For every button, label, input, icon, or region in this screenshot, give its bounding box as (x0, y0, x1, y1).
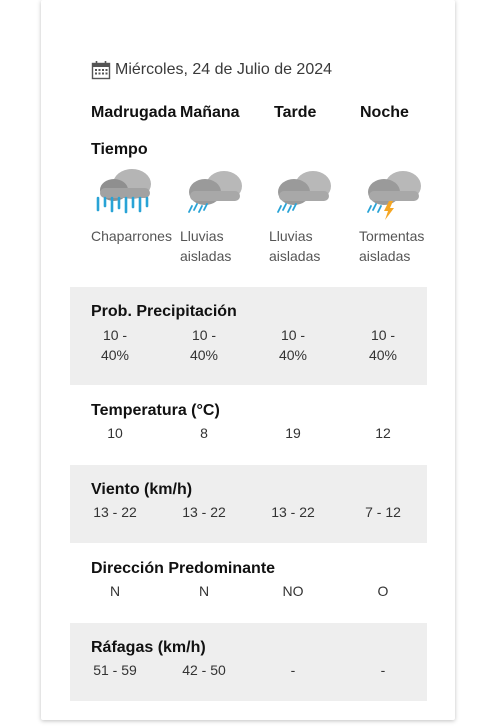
direction-title: Dirección Predominante (91, 560, 276, 577)
wind-title: Viento (km/h) (91, 481, 193, 498)
temperature-value-tarde: 19 (285, 425, 301, 441)
gusts-value-madrugada: 51 - 59 (93, 662, 137, 678)
temperature-title: Temperatura (°C) (91, 402, 220, 419)
storm-cloud-icon (359, 164, 425, 222)
direction-section (70, 544, 427, 622)
wind-value-madrugada: 13 - 22 (93, 504, 137, 520)
precip-value-tarde: 10 - 40% (278, 327, 308, 363)
light-rain-cloud-icon (180, 164, 246, 220)
precip-value-noche: 10 - 40% (368, 327, 398, 363)
direction-value-noche: O (377, 583, 389, 599)
gusts-value-noche: - (380, 662, 386, 678)
wind-section (70, 465, 427, 543)
temperature-section (70, 386, 427, 464)
temperature-value-manana: 8 (200, 425, 208, 441)
weather-label-tarde: Lluvias aisladas (269, 228, 321, 264)
precipitation-title: Prob. Precipitación (91, 303, 237, 320)
gusts-value-tarde: - (290, 662, 296, 678)
precip-value-madrugada: 10 - 40% (100, 327, 130, 363)
light-rain-cloud-icon (269, 164, 335, 220)
wind-value-tarde: 13 - 22 (271, 504, 315, 520)
precipitation-section (70, 287, 427, 385)
weather-label-madrugada: Chaparrones (91, 228, 172, 244)
wind-value-noche: 7 - 12 (365, 504, 401, 520)
temperature-value-noche: 12 (375, 425, 391, 441)
date-text: Miércoles, 24 de Julio de 2024 (115, 61, 333, 78)
gusts-section (70, 623, 427, 701)
period-madrugada: Madrugada (91, 104, 177, 121)
weather-label-noche: Tormentas aisladas (359, 228, 425, 264)
weather-label-manana: Lluvias aisladas (180, 228, 232, 264)
direction-value-manana: N (198, 583, 210, 599)
tiempo-title: Tiempo (91, 141, 148, 158)
wind-value-manana: 13 - 22 (182, 504, 226, 520)
temperature-value-madrugada: 10 (107, 425, 123, 441)
period-noche: Noche (360, 104, 409, 121)
forecast-card (41, 0, 455, 720)
calendar-icon (91, 60, 111, 80)
date-header (91, 58, 332, 82)
rain-cloud-icon (92, 164, 156, 222)
gusts-title: Ráfagas (km/h) (91, 639, 206, 656)
direction-value-tarde: NO (282, 583, 304, 599)
gusts-value-manana: 42 - 50 (182, 662, 226, 678)
precip-value-manana: 10 - 40% (189, 327, 219, 363)
period-tarde: Tarde (274, 104, 317, 121)
period-manana: Mañana (180, 104, 240, 121)
direction-value-madrugada: N (109, 583, 121, 599)
